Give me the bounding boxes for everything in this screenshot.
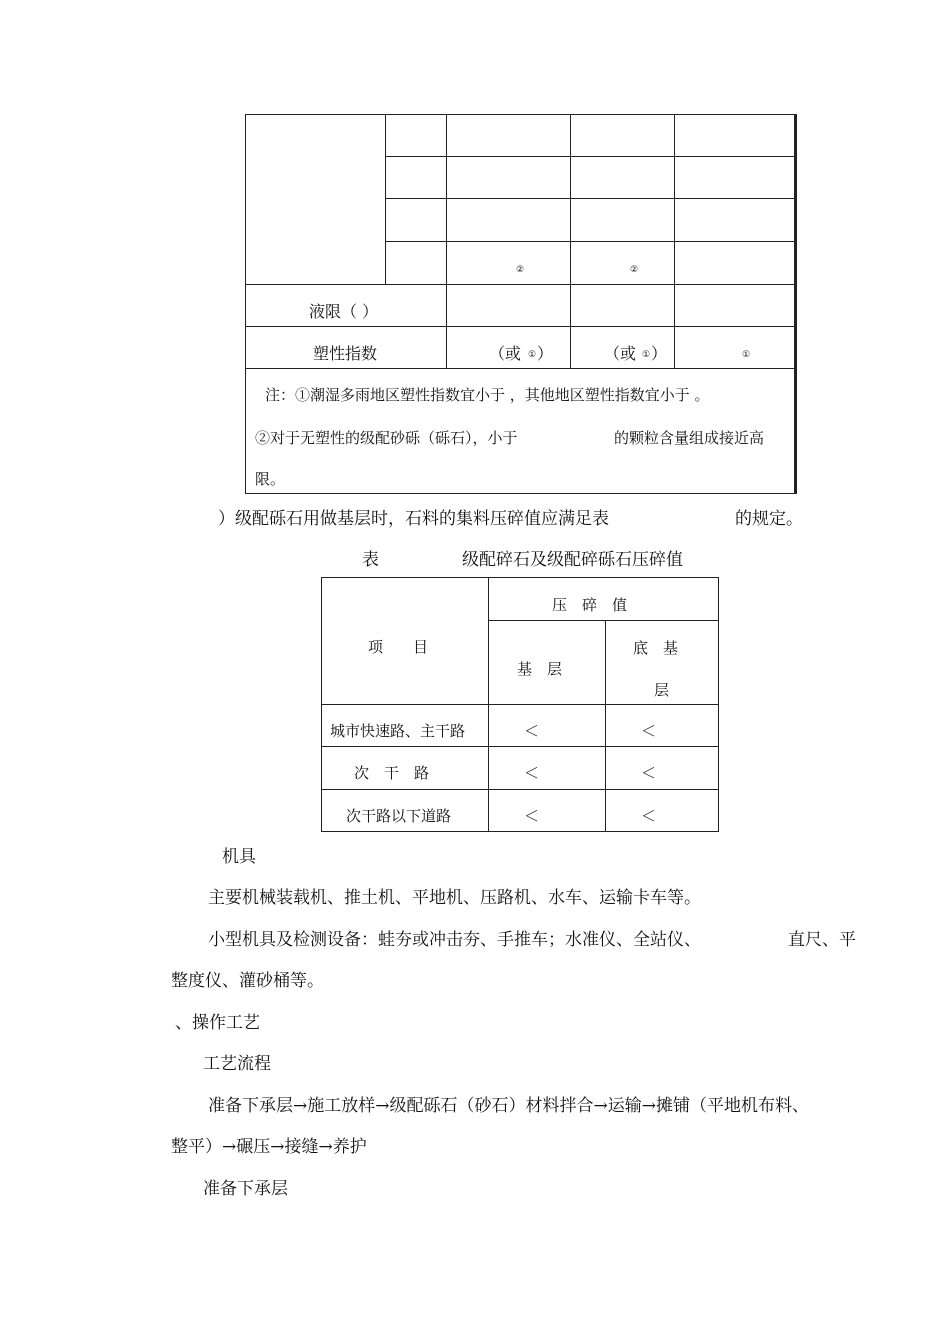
tools-small-paragraph-c: 整度仪、灌砂桶等。 [171,971,324,991]
row-base-value: ＜ [524,807,540,825]
header-crush-value: 压 碎 值 [552,596,628,614]
table-note-2a: ②对于无塑性的级配砂砾（砾石），小于 [255,429,518,447]
row-subbase-value: ＜ [641,764,657,782]
circled-mark: ① [528,350,537,360]
plasticity-c3-end: ） [651,344,668,363]
process-heading: 、操作工艺 [175,1013,260,1033]
crush-value-paragraph-b: 的规定。 [735,509,803,529]
flow-paragraph-b: 整平）→碾压→接缝→养护 [171,1137,367,1157]
header-subbase-b: 层 [654,681,670,699]
tools-heading: 机具 [222,847,256,867]
circled-mark: ② [516,265,525,275]
tools-main-paragraph: 主要机械装载机、推土机、平地机、压路机、水车、运输卡车等。 [208,888,701,908]
plasticity-c2-end: ） [537,344,554,363]
circled-mark: ① [742,350,751,360]
header-base: 基 层 [517,660,563,678]
crush-value-paragraph-a: ）级配砾石用做基层时，石料的集料压碎值应满足表 [218,509,609,529]
prep-heading: 准备下承层 [203,1179,288,1199]
table-note-2b: 的颗粒含量组成接近高 [614,429,765,447]
row-name: 次干路以下道路 [346,807,452,825]
tools-small-paragraph-a: 小型机具及检测设备：蛙夯或冲击夯、手推车；水准仪、全站仪、 [208,930,701,950]
plasticity-index-label: 塑性指数 [313,344,378,363]
tools-small-paragraph-b: 直尺、平 [788,930,856,950]
table-2-caption-prefix: 表 [362,550,379,570]
row-base-value: ＜ [524,722,540,740]
row-base-value: ＜ [524,764,540,782]
circled-mark: ① [642,350,651,360]
row-name: 次 干 路 [354,764,430,782]
header-item: 项 目 [368,638,429,656]
flow-paragraph-a: 准备下承层→施工放样→级配砾石（砂石）材料拌合→运输→摊铺（平地机布料、 [208,1096,809,1116]
table-note-1: 注：①潮湿多雨地区塑性指数宜小于 ，其他地区塑性指数宜小于 。 [265,386,710,404]
row-subbase-value: ＜ [641,722,657,740]
header-subbase-a: 底 基 [633,639,679,657]
circled-mark: ② [630,265,639,275]
plasticity-c3: （或 [604,344,637,363]
liquid-limit-label: 液限（ ） [309,302,379,321]
flow-heading: 工艺流程 [203,1054,271,1074]
table-note-3: 限。 [255,470,286,488]
plasticity-c2: （或 [489,344,522,363]
table-2-caption-title: 级配碎石及级配碎砾石压碎值 [462,550,683,570]
row-name: 城市快速路、主干路 [330,722,466,740]
row-subbase-value: ＜ [641,807,657,825]
